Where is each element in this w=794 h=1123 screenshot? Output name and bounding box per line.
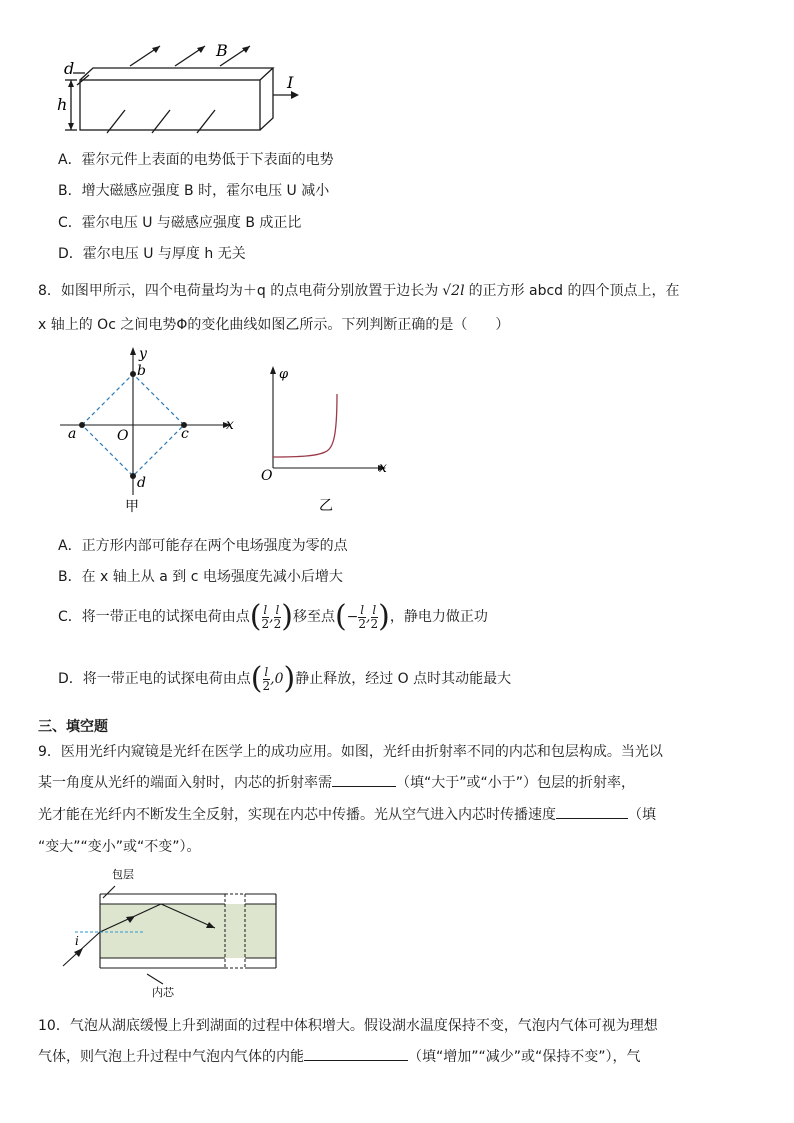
label-b: b — [137, 363, 146, 379]
q8-option-d: D．将一带正电的试探电荷由点( $\frac{l}{2}$ ,0)静止释放，经过 O 点时其动能最大 — [58, 661, 512, 696]
label-phi: φ — [279, 367, 289, 382]
label-d: d — [64, 59, 75, 78]
q9-line3: 光才能在光纤内不断发生全反射，实现在内芯中传播。光从空气进入内芯时传播速度 （填 — [38, 804, 656, 824]
q9-line1: 9．医用光纤内窥镜是光纤在医学上的成功应用。如图，光纤由折射率不同的内芯和包层构成。当光以 — [38, 744, 663, 760]
label-origin-yi: O — [261, 468, 273, 484]
q10-line1: 10．气泡从湖底缓慢上升到湖面的过程中体积增大。假设湖水温度保持不变，气泡内气体可视为理想 — [38, 1018, 658, 1034]
label-h: h — [57, 95, 68, 114]
q8-stem-line1: 8．如图甲所示，四个电荷量均为＋q 的点电荷分别放置于边长为 √2l 的正方形 abcd 的四个顶点上，在 — [38, 283, 680, 299]
potential-curve-figure — [255, 360, 395, 520]
q8-option-c: C．将一带正电的试探电荷由点( $\frac{l}{2}$ , $\frac{l}{2}$ )移至点(− $\frac{l}{2}$ , $\frac{l}{2}$ )，静电力做正功 — [58, 599, 488, 634]
q9-blank-1[interactable] — [332, 772, 396, 787]
label-x-axis: x — [226, 417, 234, 433]
label-c: c — [181, 426, 189, 442]
q10-line2: 气体，则气泡上升过程中气泡内气体的内能 （填“增加”“减少”或“保持不变”），气 — [38, 1046, 641, 1066]
label-d-point: d — [137, 475, 146, 491]
caption-jia: 甲 — [125, 499, 139, 515]
label-x-yi: x — [379, 460, 387, 476]
caption-yi: 乙 — [319, 498, 333, 514]
label-cladding: 包层 — [112, 868, 134, 881]
square-charges-figure — [55, 345, 245, 520]
q9-line4: “变大”“变小”或“不变”）。 — [38, 839, 201, 855]
label-y-axis: y — [139, 346, 147, 362]
label-a: a — [68, 426, 77, 442]
side-length-math: √2l — [442, 283, 465, 299]
section-title-fill-in: 三、填空题 — [38, 719, 108, 735]
q7-option-d: D．霍尔电压 U 与厚度 h 无关 — [58, 246, 246, 262]
label-origin: O — [117, 428, 129, 444]
q10-blank-1[interactable] — [304, 1046, 408, 1061]
q9-blank-2[interactable] — [556, 804, 628, 819]
q7-option-b: B．增大磁感应强度 B 时，霍尔电压 U 减小 — [58, 183, 330, 199]
q8-stem-line2: x 轴上的 Oc 之间电势Φ的变化曲线如图乙所示。下列判断正确的是（ ） — [38, 317, 510, 333]
q8-option-b: B．在 x 轴上从 a 到 c 电场强度先减小后增大 — [58, 569, 343, 585]
label-core: 内芯 — [152, 986, 174, 999]
optical-fiber-figure — [55, 862, 295, 1002]
label-incidence-angle: i — [75, 934, 79, 948]
label-B: B — [216, 41, 228, 60]
hall-element-figure — [55, 40, 315, 140]
label-I: I — [287, 73, 294, 92]
q8-option-a: A．正方形内部可能存在两个电场强度为零的点 — [58, 538, 348, 554]
q7-option-c: C．霍尔电压 U 与磁感应强度 B 成正比 — [58, 215, 302, 231]
q7-option-a: A．霍尔元件上表面的电势低于下表面的电势 — [58, 152, 334, 168]
q9-line2: 某一角度从光纤的端面入射时，内芯的折射率需 （填“大于”或“小于”）包层的折射率， — [38, 772, 635, 792]
